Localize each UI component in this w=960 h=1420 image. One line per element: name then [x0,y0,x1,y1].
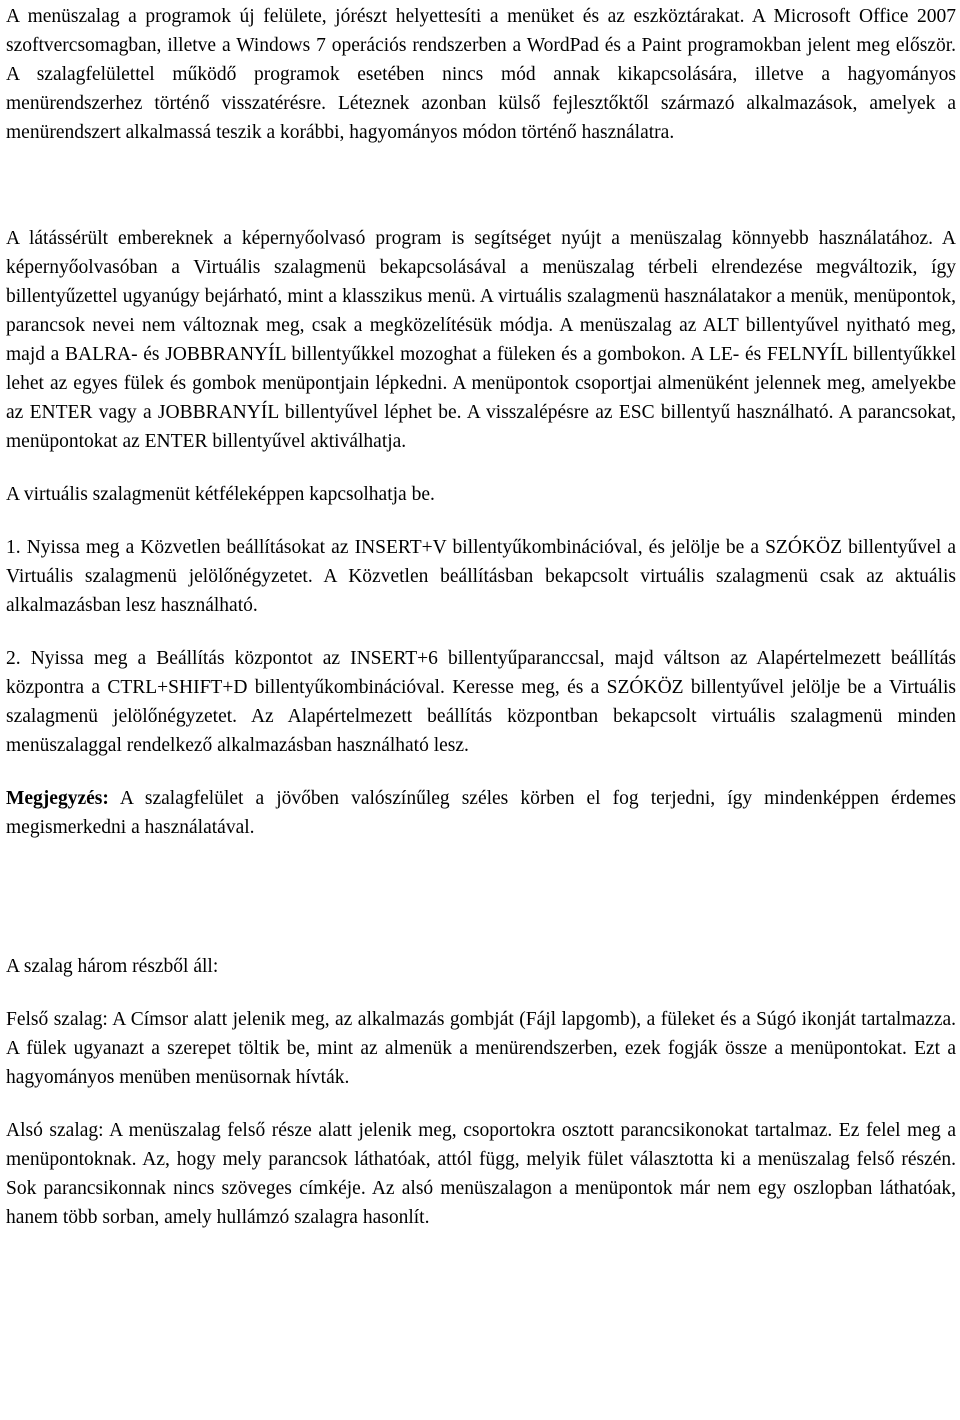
paragraph-lower-ribbon: Alsó szalag: A menüszalag felső része alatt jelenik meg, csoportokra osztott parancsikonokat tartalmaz. Ez felel meg a menüpontoknak. Az, hogy mely parancsok láthatóak, attól függ, melyik fület választotta ki a menüszalag felső részén. Sok parancsikonnak nincs szöveges címkéje. Az alsó menüszalagon a menüpontok már nem egy oszlopban láthatóak, hanem több sorban, amely hullámzó szalagra hasonlít. [6,1120,956,1228]
document-page [6,0,956,1232]
paragraph-intro: A menüszalag a programok új felülete, jórészt helyettesíti a menüket és az eszköztárakat. A Microsoft Office 2007 szoftvercsomagban, illetve a Windows 7 operációs rendszerben a WordPad és a Paint programokban jelent meg először. A szalagfelülettel működő programok esetében nincs mód annak kikapcsolására, illetve a hagyományos menürendszerhez történő visszatérésre. Léteznek azonban külső fejlesztőktől származó alkalmazások, amelyek a menürendszert alkalmassá teszik a korábbi, hagyományos módon történő használatra. [6,6,956,143]
paragraph-step-2: 2. Nyissa meg a Beállítás központot az INSERT+6 billentyűparanccsal, majd váltson az Alapértelmezett beállítás központra a CTRL+SHIFT+D billentyűkombinációval. Keresse meg, és a SZÓKÖZ billentyűvel jelölje be a Virtuális szalagmenü jelölőnégyzetet. Az Alapértelmezett beállítás központban bekapcsolt virtuális szalagmenü minden menüszalaggal rendelkező alkalmazásban használható lesz. [6,648,956,756]
paragraph-two-ways: A virtuális szalagmenüt kétféleképpen kapcsolhatja be. [6,484,435,505]
note-label: Megjegyzés: [6,788,109,809]
paragraph-screen-reader: A látássérült embereknek a képernyőolvasó program is segítséget nyújt a menüszalag könnyebb használatához. A képernyőolvasóban a Virtuális szalagmenü bekapcsolásával a menüszalag térbeli elrendezése megváltozik, így billentyűzettel ugyanúgy bejárható, mint a klasszikus menü. A virtuális szalagmenü használatakor a menük, menüpontok, parancsok nevei nem változnak meg, csak a megközelítésük módja. A menüszalag az ALT billentyűvel nyitható meg, majd a BALRA- és JOBBRANYÍL billentyűkkel mozoghat a füleken és a gombokon. A LE- és FELNYÍL billentyűkkel lehet az egyes fülek és gombok menüpontjain lépkedni. A menüpontok csoportjai almenüként jelennek meg, amelyekbe az ENTER vagy a JOBBRANYÍL billentyűvel léphet be. A visszalépésre az ESC billentyű használható. A parancsokat, menüpontokat az ENTER billentyűvel aktiválhatja. [6,228,956,452]
paragraph-note [6,784,956,842]
note-text: A szalagfelület a jövőben valószínűleg széles körben el fog terjedni, így mindenképpen érdemes megismerkedni a használatával. [6,788,956,838]
paragraph-ribbon-parts: A szalag három részből áll: [6,956,219,977]
paragraph-upper-ribbon: Felső szalag: A Címsor alatt jelenik meg, az alkalmazás gombját (Fájl lapgomb), a füleket és a Súgó ikonját tartalmazza. A fülek ugyanazt a szerepet töltik be, mint az almenük a menürendszerben, ezek fogják össze a menüpontokat. Ezt a hagyományos menüben menüsornak hívták. [6,1009,956,1088]
paragraph-step-1: 1. Nyissa meg a Közvetlen beállításokat az INSERT+V billentyűkombinációval, és jelölje be a SZÓKÖZ billentyűvel a Virtuális szalagmenü jelölőnégyzetet. A Közvetlen beállításban bekapcsolt virtuális szalagmenü csak az aktuális alkalmazásban lesz használható. [6,537,956,616]
